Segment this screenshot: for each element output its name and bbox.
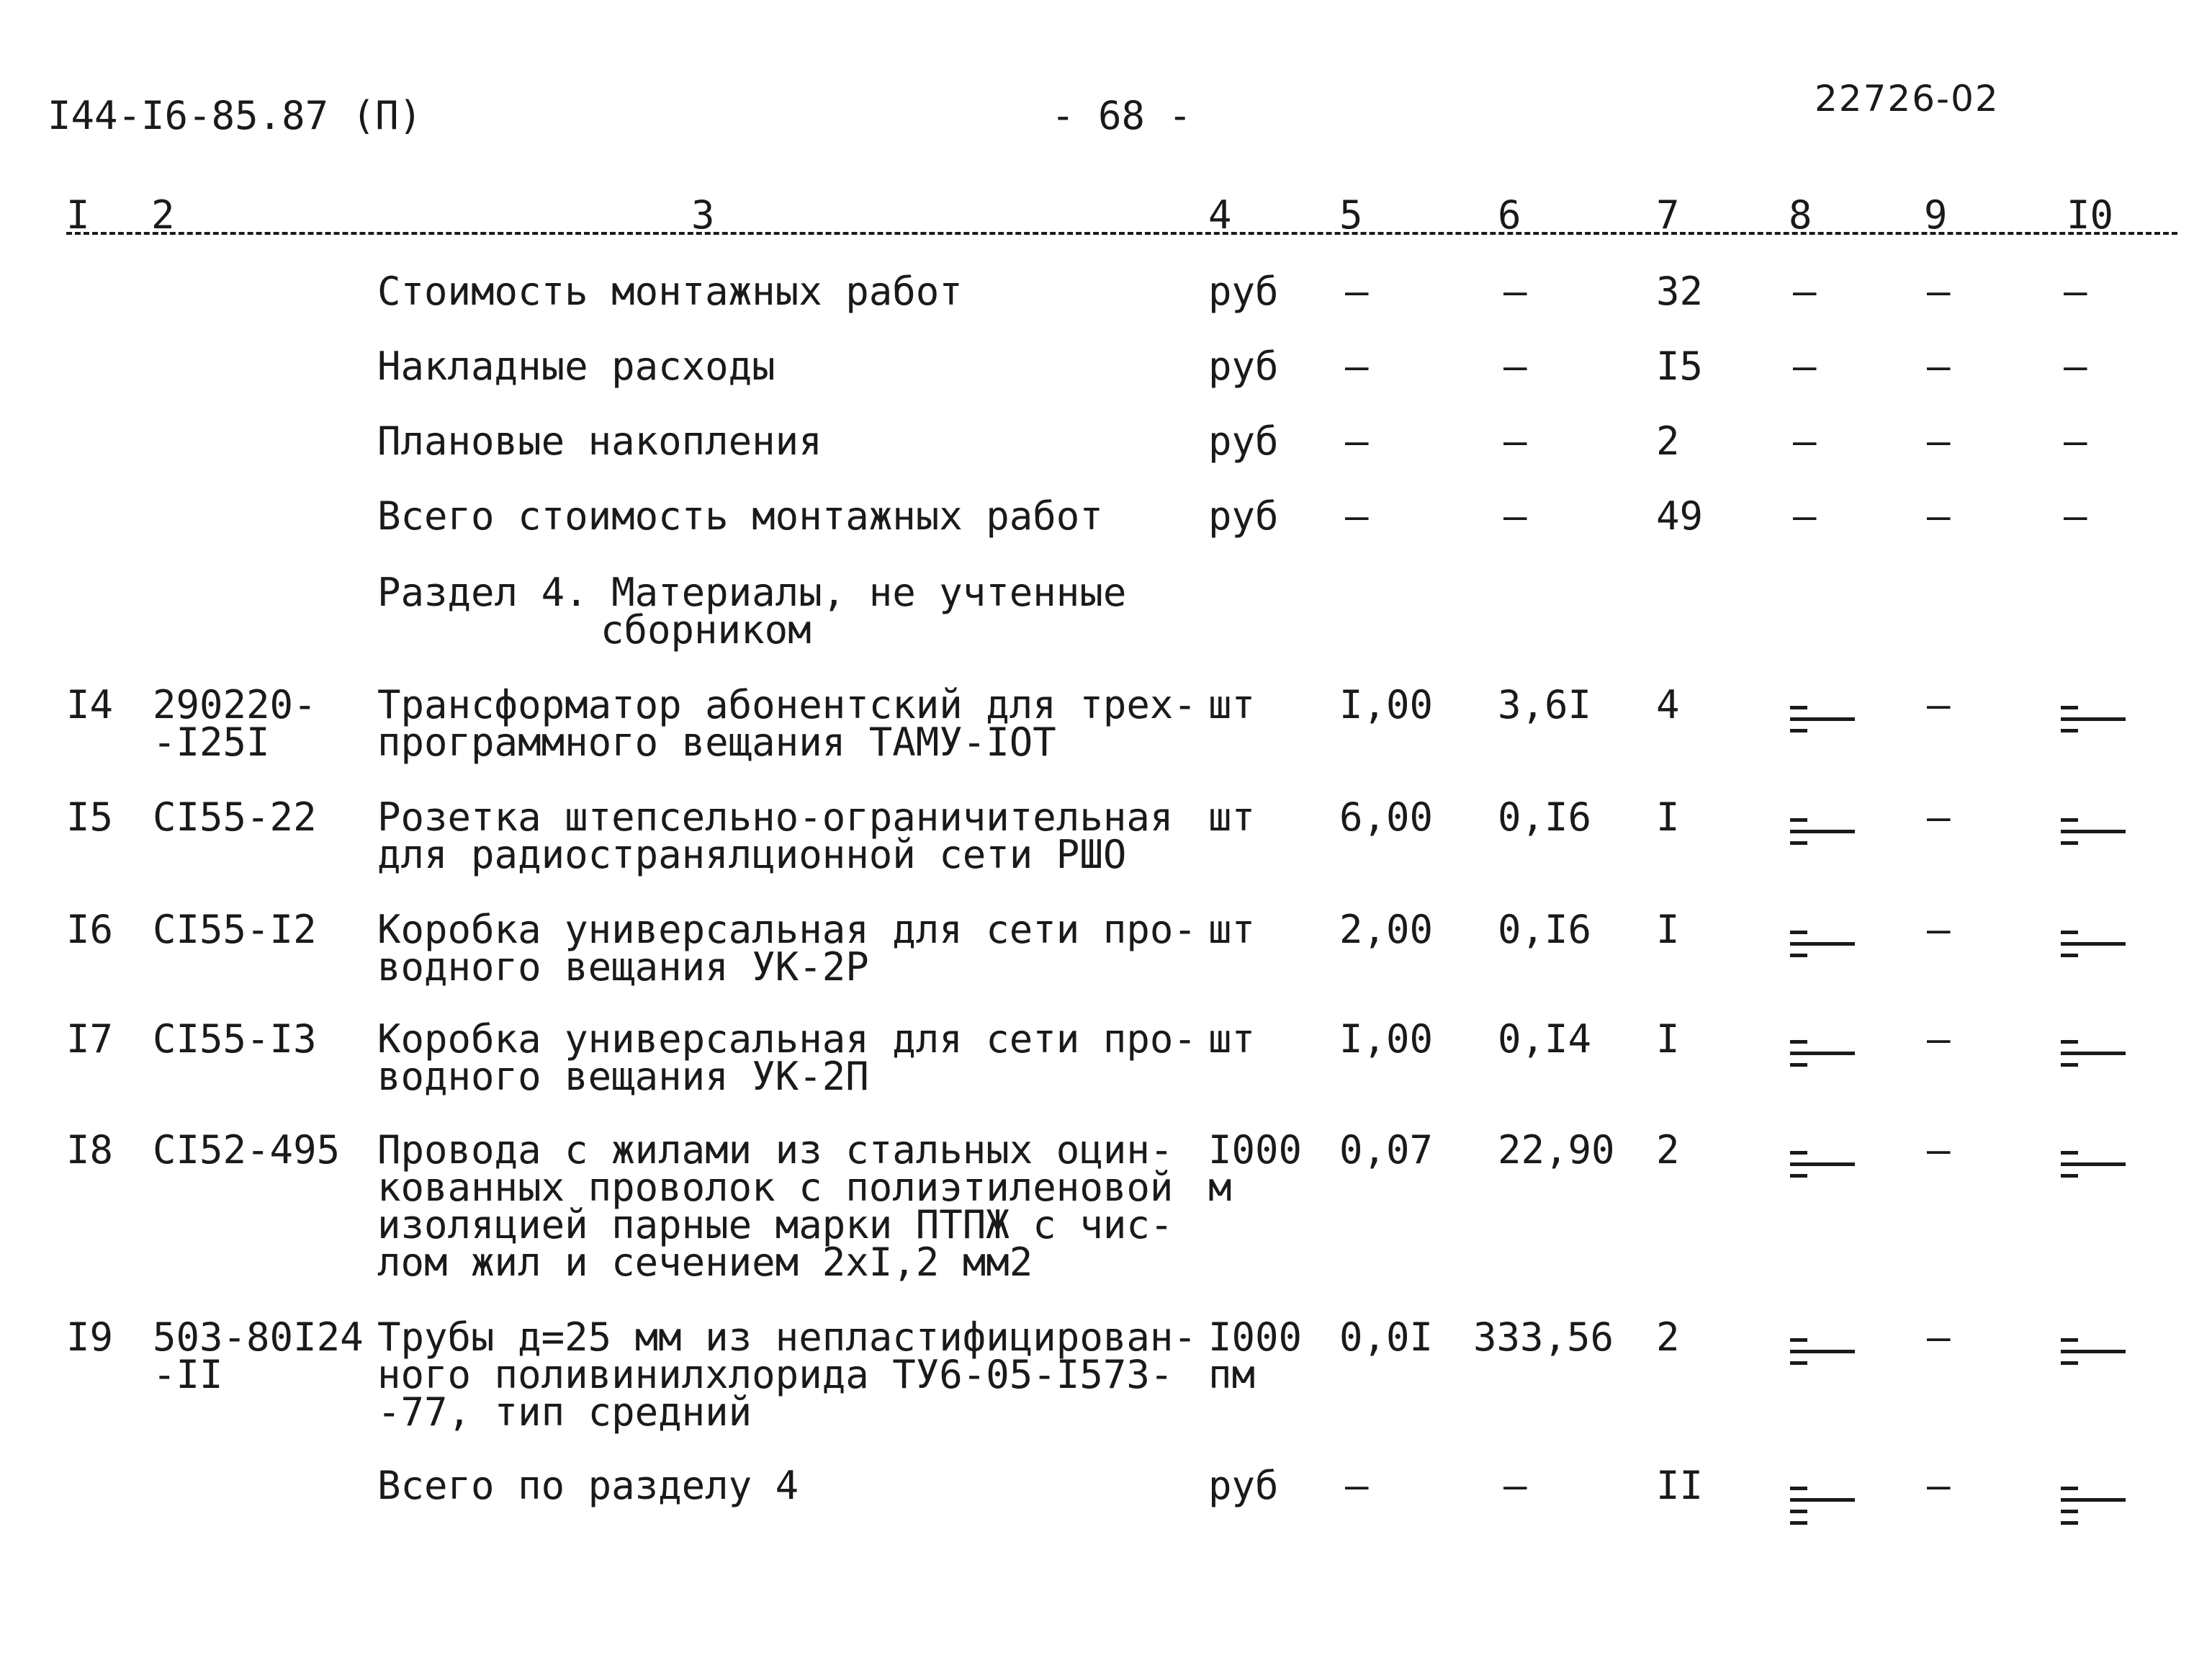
item-name: лом жил и сечением 2хI,2 мм2 [377,1240,1033,1285]
total-label: Всего по разделу 4 [377,1463,799,1508]
dash-cell: – [1927,1314,1951,1360]
item-quantity: 0,0I [1339,1314,1434,1360]
ditto-mark [2061,818,2133,861]
item-name: Провода с жилами из стальных оцин- [377,1127,1174,1173]
dash-cell: – [1503,269,1527,314]
row-value: 49 [1656,493,1704,539]
dash-cell: – [1345,344,1369,389]
dash-cell: – [1927,344,1951,389]
ditto-mark [2061,1040,2133,1083]
dash-cell: – [1927,1127,1951,1173]
item-number: I8 [66,1127,114,1173]
item-unit: шт [1208,907,1256,952]
page-number: - 68 - [1051,93,1192,138]
dash-cell: – [1793,269,1817,314]
column-header-6: 6 [1498,192,1521,238]
dash-cell: – [1503,493,1527,539]
item-code: -II [153,1352,223,1397]
ditto-mark [2061,1151,2133,1194]
column-header-3: 3 [691,192,715,238]
item-price: 0,I6 [1498,794,1592,840]
item-number: I7 [66,1016,114,1062]
item-name: Коробка универсальная для сети про- [377,1016,1197,1062]
dash-cell: – [1503,344,1527,389]
item-cost: I [1656,1016,1680,1062]
section-heading-continuation: сборником [601,607,811,653]
section-heading: Раздел 4. Материалы, не учтенные [377,570,1127,615]
row-unit: руб [1208,418,1279,464]
item-name: Коробка универсальная для сети про- [377,907,1197,952]
item-unit: шт [1208,1016,1256,1062]
dash-cell: – [2064,344,2087,389]
dash-cell: – [1345,1463,1369,1508]
column-header-8: 8 [1789,192,1812,238]
dash-cell: – [1927,794,1951,840]
dash-cell: – [1345,493,1369,539]
item-price: 0,I4 [1498,1016,1592,1062]
item-price: 0,I6 [1498,907,1592,952]
total-unit: руб [1208,1463,1279,1508]
item-cost: 2 [1656,1127,1680,1173]
dash-cell: – [1927,269,1951,314]
item-price: 333,56 [1473,1314,1614,1360]
item-unit: I000 [1208,1314,1303,1360]
item-price: 3,6I [1498,682,1592,727]
item-cost: I [1656,794,1680,840]
item-unit: шт [1208,794,1256,840]
dash-cell: – [1503,418,1527,464]
column-header-10: I0 [2067,192,2114,238]
dash-cell: – [1927,418,1951,464]
item-price: 22,90 [1498,1127,1615,1173]
item-name: ного поливинилхлорида ТУ6-05-I573- [377,1352,1174,1397]
column-header-7: 7 [1656,192,1680,238]
dash-cell: – [1927,682,1951,727]
item-name: Трубы д=25 мм из непластифицирован- [377,1314,1197,1360]
item-name: Розетка штепсельно-ограничительная [377,794,1174,840]
item-unit: м [1208,1165,1232,1210]
document-code: I44-I6-85.87 (П) [48,93,423,138]
item-cost: 2 [1656,1314,1680,1360]
dash-cell: – [1345,269,1369,314]
dash-cell: – [2064,493,2087,539]
item-number: I4 [66,682,114,727]
dash-cell: – [1793,344,1817,389]
item-code: -I25I [153,720,270,765]
item-code: СI52-495 [153,1127,341,1173]
row-value: 32 [1656,269,1704,314]
item-unit: пм [1208,1352,1256,1397]
handwritten-reference: 22726-02 [1815,78,2000,120]
item-number: I6 [66,907,114,952]
row-name: Стоимость монтажных работ [377,269,963,314]
item-code: СI55-22 [153,794,317,840]
item-quantity: 6,00 [1339,794,1434,840]
row-value: 2 [1656,418,1680,464]
dash-cell: – [1927,907,1951,952]
column-header-2: 2 [151,192,175,238]
item-number: I5 [66,794,114,840]
item-name: водного вещания УК-2Р [377,944,869,990]
dash-cell: – [1793,418,1817,464]
item-code: СI55-I3 [153,1016,317,1062]
dash-cell: – [1927,1016,1951,1062]
column-header-5: 5 [1339,192,1363,238]
dash-cell: – [2064,418,2087,464]
ditto-mark [1790,1040,1862,1083]
item-quantity: 0,07 [1339,1127,1434,1173]
item-name: для радиостранялционной сети РШО [377,832,1127,877]
item-number: I9 [66,1314,114,1360]
item-cost: I [1656,907,1680,952]
header-rule [66,232,2177,235]
item-cost: 4 [1656,682,1680,727]
row-name: Всего стоимость монтажных работ [377,493,1103,539]
ditto-mark [1790,931,1862,974]
dash-cell: – [1503,1463,1527,1508]
item-code: 290220- [153,682,317,727]
item-code: СI55-I2 [153,907,317,952]
row-name: Накладные расходы [377,344,775,389]
ditto-mark [1790,1338,1862,1381]
row-name: Плановые накопления [377,418,822,464]
ditto-mark [1790,706,1862,749]
ditto-mark [1790,818,1862,861]
item-name: водного вещания УК-2П [377,1054,869,1099]
item-quantity: 2,00 [1339,907,1434,952]
column-header-1: I [66,192,90,238]
row-unit: руб [1208,493,1279,539]
dash-cell: – [1345,418,1369,464]
dash-cell: – [1927,493,1951,539]
row-unit: руб [1208,269,1279,314]
ditto-mark [2061,931,2133,974]
item-name: кованных проволок с полиэтиленовой [377,1165,1174,1210]
column-header-4: 4 [1208,192,1232,238]
column-header-9: 9 [1924,192,1948,238]
dash-cell: – [1927,1463,1951,1508]
item-unit: шт [1208,682,1256,727]
item-quantity: I,00 [1339,1016,1434,1062]
ditto-mark [1790,1487,1862,1530]
item-quantity: I,00 [1339,682,1434,727]
item-name: изоляцией парные марки ПТПЖ с чис- [377,1202,1174,1247]
total-value: II [1656,1463,1704,1508]
ditto-mark [2061,1338,2133,1381]
item-name: Трансформатор абонентский для трех- [377,682,1197,727]
dash-cell: – [1793,493,1817,539]
row-unit: руб [1208,344,1279,389]
row-value: I5 [1656,344,1704,389]
ditto-mark [2061,1487,2133,1530]
item-name: программного вещания ТАМУ-IОТ [377,720,1056,765]
item-name: -77, тип средний [377,1389,752,1435]
ditto-mark [1790,1151,1862,1194]
item-code: 503-80I24 [153,1314,364,1360]
dash-cell: – [2064,269,2087,314]
item-unit: I000 [1208,1127,1303,1173]
ditto-mark [2061,706,2133,749]
